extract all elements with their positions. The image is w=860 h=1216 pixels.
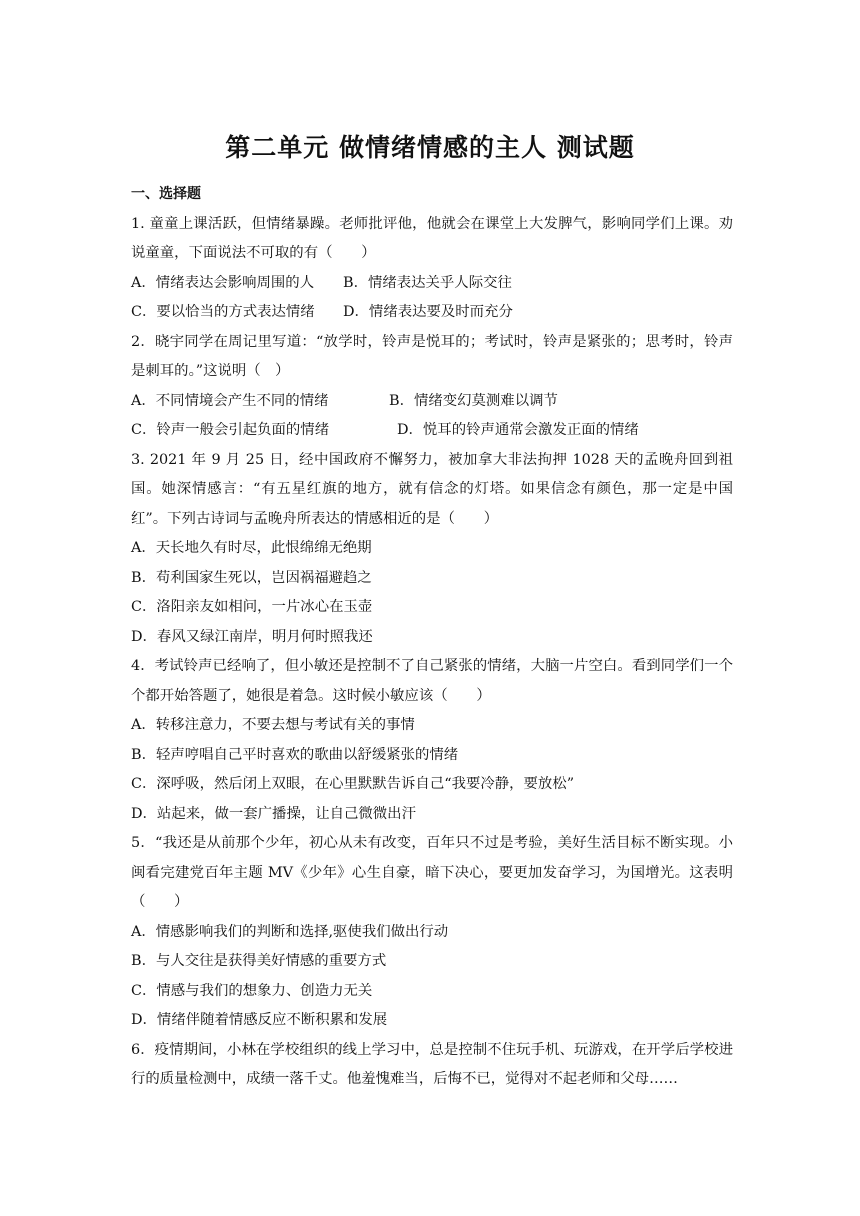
option-c: C．情感与我们的想象力、创造力无关 (131, 982, 373, 999)
question-stem: 4．考试铃声已经响了，但小敏还是控制不了自己紧张的情绪，大脑一片空白。看到同学们一个个都开始答题了，她很是着急。这时候小敏应该（ ） (131, 658, 733, 704)
question-list (131, 180, 733, 1095)
option-c: C．要以恰当的方式表达情绪 (131, 304, 315, 320)
option-d: D．情绪伴随着情感反应不断积累和发展 (131, 1012, 388, 1028)
option-a: A．情绪表达会影响周围的人 (131, 274, 315, 291)
option-row (131, 269, 733, 299)
question-stem: 1. 童童上课活跃，但情绪暴躁。老师批评他，他就会在课堂上大发脾气，影响同学们上课。劝说童童，下面说法不可取的有（ ） (131, 215, 733, 261)
question-stem: 5．“我还是从前那个少年，初心从未有改变，百年只不过是考验，美好生活目标不断实现。小闽看完建党百年主题 MV《少年》心生自豪，暗下决心，要更加发奋学习，为国增光。这表明（ ） (131, 835, 733, 910)
option-d: D．悦耳的铃声通常会激发正面的情绪 (397, 422, 639, 438)
option-a: A．情感影响我们的判断和选择,驱使我们做出行动 (131, 923, 449, 940)
question-stem: 3. 2021 年 9 月 25 日，经中国政府不懈努力，被加拿大非法拘押 1028 天的孟晚舟回到祖国。她深情感言：“有五星红旗的地方，就有信念的灯塔。如果信念有颜色，那一定是中国红”。下列古诗词与孟晚舟所表达的情感相近的是（ ） (131, 451, 733, 527)
option-b: B．轻声哼唱自己平时喜欢的歌曲以舒缓紧张的情绪 (131, 746, 459, 763)
question-3 (131, 446, 733, 653)
option-c: C．铃声一般会引起负面的情绪 (131, 422, 330, 438)
question-4 (131, 652, 733, 829)
question-stem: 6．疫情期间，小林在学校组织的线上学习中，总是控制不住玩手机、玩游戏，在开学后学校进行的质量检测中，成绩一落千丈。他羞愧难当，后悔不已，觉得对不起老师和父母…… (131, 1041, 733, 1087)
question-1 (131, 210, 733, 328)
option-row (131, 298, 733, 328)
option-d: D．情绪表达要及时而充分 (343, 304, 513, 320)
question-6 (131, 1036, 733, 1095)
page-title: 第二单元 做情绪情感的主人 测试题 (225, 133, 635, 162)
option-c: C．洛阳亲友如相问，一片冰心在玉壶 (131, 599, 373, 615)
option-b: B．与人交往是获得美好情感的重要方式 (131, 953, 387, 969)
option-b: B．苟利国家生死以，岂因祸福避趋之 (131, 569, 372, 586)
option-d: D．站起来，做一套广播操，让自己微微出汗 (131, 805, 416, 822)
option-b: B．情绪表达关乎人际交往 (343, 274, 512, 291)
option-a: A．天长地久有时尽，此恨绵绵无绝期 (131, 540, 372, 556)
question-5 (131, 829, 733, 1036)
option-a: A．转移注意力，不要去想与考试有关的事情 (131, 717, 415, 733)
option-row (131, 416, 733, 446)
option-d: D．春风又绿江南岸，明月何时照我还 (131, 628, 373, 645)
section-heading: 一、选择题 (131, 186, 201, 202)
option-row (131, 387, 733, 417)
option-c: C．深呼吸，然后闭上双眼，在心里默默告诉自己“我要冷静，要放松” (131, 776, 575, 792)
question-2 (131, 328, 733, 446)
option-a: A．不同情境会产生不同的情绪 (131, 392, 329, 409)
question-stem: 2．晓宇同学在周记里写道：“放学时，铃声是悦耳的；考试时，铃声是紧张的；思考时，铃声是刺耳的。”这说明（ ） (131, 333, 733, 379)
option-b: B．情绪变幻莫测难以调节 (389, 392, 558, 409)
